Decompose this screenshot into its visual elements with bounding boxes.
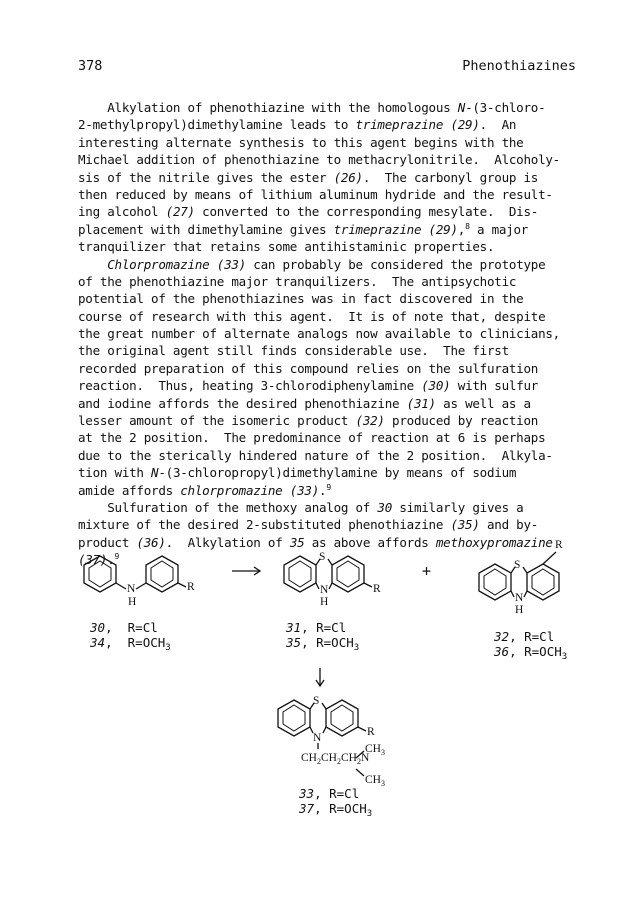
label-30-34: [90, 620, 171, 653]
compound-number: 33: [299, 786, 315, 801]
bond: [116, 583, 126, 589]
compound-label: [299, 801, 373, 819]
substituent: , R=Cl: [301, 620, 347, 635]
text-line: [78, 377, 583, 394]
italic-text: (35): [450, 517, 480, 533]
italic-text: (30): [421, 378, 451, 394]
text-run: . Alkylation of: [165, 534, 290, 550]
text-line: [78, 360, 583, 377]
substituent: , R=Cl: [509, 629, 555, 644]
atom-R: R: [187, 581, 195, 593]
compound-label: [286, 635, 360, 653]
text-run: course of research with this agent. It is of note that, despite: [78, 308, 546, 324]
bond: [323, 727, 326, 733]
text-run: at the 2 position. The predominance of reaction at 6 is perhaps: [78, 430, 546, 446]
atom-H: H: [320, 596, 329, 608]
italic-text: Chlorpromazine (33): [107, 256, 246, 272]
text-line: [78, 134, 583, 151]
text-run: as well as a: [435, 395, 531, 411]
italic-text: chlorpromazine (33): [180, 482, 320, 498]
text-run: recorded preparation of this compound relies on the sulfuration: [78, 360, 539, 376]
footnote-ref: 9: [326, 482, 331, 492]
label-32-36: [494, 629, 568, 662]
text-run: lesser amount of the isomeric product: [78, 413, 356, 429]
text-run: reaction. Thus, heating 3-chlorodiphenylamine: [78, 378, 422, 394]
bond: [136, 583, 146, 589]
text-run: similarly gives a: [392, 499, 524, 515]
atom-N: N: [127, 583, 136, 595]
text-run: produced by reaction: [384, 413, 539, 429]
italic-text: methoxypromazine: [435, 534, 553, 550]
italic-text: N: [457, 100, 466, 115]
text-run: due to the sterically hindered nature of the 2 position. Alkyla-: [78, 447, 553, 463]
text-run: [78, 257, 107, 272]
compound-number: 31: [286, 620, 302, 635]
subscript: 3: [366, 809, 373, 819]
ring-right-inner: [151, 561, 173, 587]
text-line: [78, 516, 583, 533]
atom-S: S: [514, 559, 521, 571]
compound-label: [90, 620, 171, 635]
text-line: [78, 325, 583, 342]
compound-number: 34: [90, 635, 106, 650]
atom-S: S: [319, 551, 326, 563]
text-line: [78, 169, 583, 186]
text-run: . An: [479, 117, 517, 133]
text-line: [78, 151, 583, 168]
subscript: 3: [165, 643, 171, 653]
text-run: the great number of alternate analogs now available to clinicians,: [78, 326, 560, 342]
italic-text: (31): [406, 395, 436, 411]
text-run: then reduced by means of lithium aluminum hydride and the result-: [78, 186, 553, 202]
text-run: Michael addition of phenothiazine to methacrylonitrile. Alcoholy-: [78, 152, 560, 168]
text-run: ,: [457, 221, 466, 237]
methyl-top: $CH_3$: [365, 743, 385, 757]
ring-right-inner: [331, 705, 353, 731]
text-line: [78, 290, 583, 307]
label-33-37: [299, 786, 373, 819]
subscript: 3: [353, 643, 360, 653]
text-run: amide affords: [78, 482, 181, 498]
italic-text: 30: [377, 499, 393, 515]
text-line: [78, 342, 583, 359]
text-run: tion with: [78, 465, 152, 481]
text-line: [78, 447, 583, 464]
substituent: , R=Cl: [105, 620, 158, 635]
methyl-bottom: $CH_3$: [365, 774, 385, 788]
text-line: [78, 203, 583, 220]
reaction-arrow: [232, 567, 260, 575]
text-run: -(3-chloro-: [465, 100, 546, 115]
italic-text: 35: [289, 534, 305, 550]
text-run: ing alcohol: [78, 204, 166, 220]
text-run: can probably be considered the prototype: [245, 256, 546, 272]
compound-number: 36: [494, 644, 510, 659]
compound-number: 30: [90, 620, 106, 635]
text-run: as above affords: [304, 534, 436, 550]
text-line: [78, 308, 583, 325]
text-line: [78, 186, 583, 203]
substituent: , R=OCH: [314, 801, 367, 816]
ring-left-inner: [289, 561, 311, 587]
compound-number: 35: [286, 635, 302, 650]
text-run: and iodine affords the desired phenothiazine: [78, 395, 407, 411]
atom-H: H: [515, 604, 524, 616]
label-31-35: [286, 620, 360, 653]
text-run: converted to the corresponding mesylate. Dis-: [194, 204, 539, 220]
italic-text: (36): [136, 534, 166, 550]
text-run: Alkylation of phenothiazine with the homologous: [78, 100, 458, 115]
body-text: [78, 99, 583, 569]
atom-N: N: [320, 584, 329, 596]
compound-label: [494, 629, 567, 644]
bond: [511, 591, 514, 597]
text-run: with sulfur: [450, 378, 539, 394]
text-line: [78, 464, 583, 481]
bond: [178, 583, 186, 587]
text-run: placement with dimethylamine gives: [78, 221, 334, 237]
italic-text: trimeprazine (29): [333, 221, 458, 237]
italic-text: (32): [355, 413, 385, 429]
side-chain: $CH_2CH_2CH_2N$: [301, 752, 370, 766]
atom-R: R: [373, 583, 381, 595]
running-title: Phenothiazines: [462, 58, 576, 74]
text-run: sis of the nitrile gives the ester: [78, 169, 334, 185]
text-run: .: [319, 482, 327, 498]
text-line: [78, 116, 583, 133]
bond: [523, 567, 527, 573]
footnote-ref: 9: [114, 552, 120, 562]
text-line: [78, 395, 583, 412]
reaction-arrow-down: [316, 668, 324, 686]
italic-text: (27): [165, 204, 195, 220]
substituent: , R=OCH: [105, 635, 166, 650]
bond: [358, 727, 366, 731]
bond: [329, 583, 332, 589]
atom-N: N: [313, 732, 322, 744]
structure-33-37: [278, 700, 366, 776]
compound-number: 37: [299, 801, 315, 816]
bond: [316, 583, 319, 589]
italic-text: (26): [333, 169, 363, 185]
text-run: product: [78, 534, 137, 550]
compound-label: [90, 635, 171, 653]
text-run: -(3-chloropropyl)dimethylamine by means of sodium: [158, 465, 517, 481]
text-run: of the phenothiazine major tranquilizers. The antipsychotic: [78, 273, 517, 289]
italic-text: (37): [78, 552, 108, 568]
bond: [356, 769, 364, 776]
substituent: , R=OCH: [509, 644, 562, 659]
text-run: Sulfuration of the methoxy analog of: [78, 499, 378, 515]
ring-left-inner: [89, 561, 111, 587]
subscript: 3: [561, 652, 568, 662]
scheme-drawing: [0, 538, 639, 818]
atom-R: R: [555, 539, 563, 551]
text-run: tranquilizer that retains some antihistaminic properties.: [78, 239, 495, 255]
compound-label: [494, 644, 568, 662]
bond: [524, 591, 527, 597]
text-run: potential of the phenothiazines was in fact discovered in the: [78, 291, 524, 307]
text-run: . The carbonyl group is: [362, 169, 539, 185]
compound-label: [299, 786, 372, 801]
text-run: interesting alternate synthesis to this agent begins with the: [78, 134, 524, 150]
text-line: [78, 412, 583, 429]
text-line: [78, 429, 583, 446]
ring-left-inner: [484, 569, 506, 595]
bond: [543, 552, 556, 564]
plus-sign: +: [422, 562, 432, 580]
text-run: a major: [469, 221, 529, 237]
atom-R: R: [367, 726, 375, 738]
ring-right-inner: [532, 569, 554, 595]
bond: [328, 559, 332, 565]
atom-N: N: [515, 592, 524, 604]
ring-left-inner: [283, 705, 305, 731]
text-line: [78, 273, 583, 290]
text-line: [78, 99, 583, 116]
text-run: .: [107, 552, 115, 568]
text-run: and by-: [479, 517, 539, 533]
reaction-scheme: [0, 538, 639, 818]
text-line: [78, 221, 583, 238]
italic-text: trimeprazine (29): [355, 117, 480, 133]
bond: [322, 703, 326, 709]
text-line: [78, 256, 583, 273]
text-line: [78, 499, 583, 516]
text-run: 2-methylpropyl)dimethylamine leads to: [78, 117, 356, 133]
compound-number: 32: [494, 629, 510, 644]
substituent: , R=OCH: [301, 635, 354, 650]
text-line: [78, 238, 583, 255]
italic-text: N: [151, 465, 159, 481]
text-run: the original agent still finds considerable use. The first: [78, 343, 509, 359]
text-run: mixture of the desired 2-substituted phenothiazine: [78, 517, 451, 533]
bond: [364, 583, 372, 587]
footnote-ref: 8: [465, 221, 470, 231]
ring-right-inner: [337, 561, 359, 587]
substituent: , R=Cl: [314, 786, 360, 801]
page-number: 378: [78, 58, 103, 74]
atom-S: S: [313, 695, 320, 707]
compound-label: [286, 620, 359, 635]
text-line: [78, 482, 583, 499]
atom-H: H: [128, 596, 137, 608]
